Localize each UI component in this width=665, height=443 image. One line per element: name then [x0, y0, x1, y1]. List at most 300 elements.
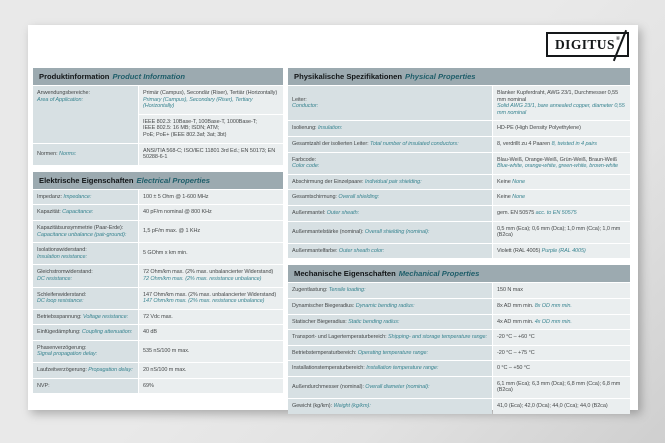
text-line — [497, 194, 626, 201]
text-english: Blue-white, orange-white, green-white, brown-white — [497, 163, 619, 170]
text-english: Capacitance unbalance (pair-ground): — [37, 231, 127, 238]
row-value — [139, 341, 283, 362]
text-english: DC resistance: — [37, 275, 72, 282]
text-line — [37, 209, 134, 216]
text-english: DC loop resistance: — [37, 298, 84, 305]
text-german: Kapazitätsunsymmetrie (Paar-Erde): — [37, 224, 124, 231]
text-line — [37, 383, 134, 390]
row-value — [493, 377, 630, 398]
row-label — [288, 121, 492, 136]
text-german: Dynamischer Biegeradius: — [292, 302, 356, 309]
row-label — [33, 341, 138, 362]
row-values — [139, 363, 283, 378]
text-line — [143, 148, 279, 161]
text-english: Area of Application: — [37, 96, 83, 103]
row-label — [288, 346, 492, 361]
text-line — [292, 179, 488, 186]
text-line — [497, 403, 626, 410]
row-values — [493, 244, 630, 259]
text-line — [292, 229, 488, 236]
row-values — [493, 399, 630, 414]
table-row — [288, 299, 630, 314]
table-title-en: Electrical Properties — [136, 175, 210, 185]
table-physical-properties — [288, 68, 630, 258]
row-value — [493, 153, 630, 174]
row-label — [288, 206, 492, 221]
row-label — [33, 144, 138, 165]
row-label — [288, 137, 492, 152]
text-line — [37, 314, 134, 321]
digitus-logo — [546, 32, 629, 57]
row-value — [493, 175, 630, 190]
text-line — [497, 157, 626, 164]
row-label — [33, 190, 138, 205]
text-english: None — [512, 194, 525, 201]
row-label — [33, 265, 138, 286]
text-line — [292, 248, 488, 255]
text-english: Outer sheath color: — [338, 247, 385, 254]
text-german: 0 °C – +50 °C — [497, 365, 530, 372]
row-values — [493, 175, 630, 190]
text-german: Farbcode: — [292, 156, 317, 163]
text-german: Keine — [497, 194, 513, 201]
row-value — [493, 315, 630, 330]
row-value — [139, 190, 283, 205]
text-line — [143, 329, 279, 336]
table-row — [288, 361, 630, 376]
text-english: 72 Ohm/km max. (2% max. resistance unbalance) — [143, 275, 262, 282]
table-title-en: Mechanical Properties — [398, 269, 480, 279]
text-line — [143, 119, 279, 126]
text-english: Overall diameter (nominal): — [365, 384, 430, 391]
table-title-de: Produktinformation — [39, 72, 110, 81]
table-body — [288, 86, 630, 258]
text-line — [497, 163, 626, 170]
text-german: Außenmantel: — [292, 209, 327, 216]
row-value — [139, 379, 283, 394]
text-german: Gewicht (kg/km): — [292, 403, 334, 410]
row-value — [493, 361, 630, 376]
text-line — [37, 329, 134, 336]
table-row — [33, 363, 283, 378]
row-label — [288, 299, 492, 314]
text-german: 20 nS/100 m max. — [143, 367, 187, 374]
registered-trademark: ® — [615, 36, 620, 42]
text-german: 4x AD mm min. — [497, 318, 535, 325]
text-english: Overall shielding (nominal): — [364, 228, 430, 235]
row-value — [139, 325, 283, 340]
table-row — [288, 244, 630, 259]
table-title-de: Elektrische Eigenschaften — [39, 175, 134, 185]
text-german: 69% — [143, 382, 154, 389]
table-row — [288, 86, 630, 120]
text-line — [37, 90, 134, 97]
text-german: Kapazität: — [37, 209, 63, 216]
text-english: Outer sheath: — [326, 209, 360, 216]
text-line — [497, 303, 626, 310]
text-line — [292, 365, 488, 372]
text-english: acc. to EN 50575 — [535, 209, 577, 216]
row-values — [139, 325, 283, 340]
row-values — [139, 341, 283, 362]
text-line — [292, 103, 488, 110]
text-english: Individual pair shielding: — [364, 178, 422, 185]
table-product-information — [33, 68, 283, 165]
text-english: 8x OD mm min. — [534, 302, 572, 309]
text-line — [37, 225, 134, 232]
text-line — [143, 90, 279, 97]
row-values — [493, 377, 630, 398]
text-german: Primär (Campus), Secondär (Riser), Tertiär (Horizontally) — [143, 90, 278, 96]
row-values — [493, 121, 630, 136]
text-line — [37, 298, 134, 305]
text-english: Primary (Campus), Secondary (Riser), Tertiary (Horizontally) — [143, 96, 253, 110]
text-line — [292, 210, 488, 217]
table-row — [288, 222, 630, 243]
text-german: NVP: — [37, 382, 50, 389]
row-value — [493, 299, 630, 314]
row-values — [493, 346, 630, 361]
row-values — [139, 288, 283, 309]
text-english: Signal propagation delay: — [37, 351, 98, 358]
text-german: Abschirmung der Einzelpaare: — [292, 178, 365, 185]
text-english: Insulation resistance: — [37, 253, 87, 260]
text-line — [143, 194, 279, 201]
text-english: Coupling attenuation: — [81, 329, 133, 336]
row-value — [139, 221, 283, 242]
text-german: Normen: — [37, 150, 59, 157]
text-german: gem. EN 50575 — [497, 209, 536, 216]
row-values — [493, 283, 630, 298]
datasheet-page — [28, 25, 638, 410]
text-line — [37, 232, 134, 239]
row-values — [139, 310, 283, 325]
row-value — [493, 137, 630, 152]
text-english: 147 Ohm/km max. (2% max. resistance unbalance) — [143, 298, 265, 305]
table-row — [288, 346, 630, 361]
text-german: Violett (RAL 4005) — [497, 247, 542, 254]
text-line — [37, 276, 134, 283]
row-value — [139, 205, 283, 220]
row-values — [493, 153, 630, 174]
text-english: Tensile loading: — [328, 287, 366, 294]
text-line — [143, 276, 279, 283]
text-german: Einfügedämpfung: — [37, 329, 82, 336]
row-values — [139, 243, 283, 264]
text-german: 150 N max — [497, 287, 523, 294]
text-line — [292, 350, 488, 357]
text-german: Leiter: — [292, 96, 307, 103]
row-value — [139, 363, 283, 378]
table-title-en: Product Information — [112, 72, 186, 81]
text-english: Operating temperature range: — [357, 349, 428, 356]
text-line — [37, 97, 134, 104]
text-line — [292, 157, 488, 164]
table-header — [33, 68, 283, 85]
digitus-wordmark: DIGITUS — [555, 36, 615, 52]
text-german: ANSI/TIA 568-C; ISO/IEC 11801 3rd Ed.; EN 50173; EN 50288-6-1 — [143, 147, 276, 161]
text-german: Betriebsspannung: — [37, 313, 83, 320]
text-german: Schleifenwiderstand: — [37, 291, 87, 298]
text-german: Impedanz: — [37, 193, 64, 200]
text-line — [143, 348, 279, 355]
row-label — [33, 379, 138, 394]
text-german: 40 dB — [143, 329, 157, 336]
table-row — [288, 153, 630, 174]
text-line — [143, 269, 279, 276]
row-values — [139, 379, 283, 394]
row-value — [139, 265, 283, 286]
text-line — [292, 334, 488, 341]
text-german: -20 °C – +60 °C — [497, 334, 535, 341]
text-line — [292, 125, 488, 132]
table-body — [33, 190, 283, 394]
table-row — [33, 288, 283, 309]
text-line — [497, 210, 626, 217]
row-values — [493, 330, 630, 345]
text-german: 1,5 pF/m max. @ 1 KHz — [143, 228, 201, 235]
text-line — [37, 367, 134, 374]
text-english: Shipping- and storage temperature range: — [388, 334, 487, 341]
table-mechanical-properties — [288, 265, 630, 413]
text-english: Capacitance: — [62, 209, 94, 216]
text-german: IEEE 802.5: 16 MB; ISDN; ATM; — [143, 125, 220, 132]
text-german: Außendurchmesser (nominal): — [292, 384, 366, 391]
row-values — [493, 299, 630, 314]
text-english: 4x OD mm min. — [534, 318, 572, 325]
table-row — [33, 205, 283, 220]
text-line — [143, 125, 279, 132]
text-line — [143, 97, 279, 110]
text-line — [143, 228, 279, 235]
text-line — [497, 334, 626, 341]
text-line — [497, 103, 626, 116]
row-value — [139, 310, 283, 325]
text-line — [143, 250, 279, 257]
text-line — [292, 303, 488, 310]
text-german: Installationstemperaturbereich: — [292, 365, 367, 372]
text-line — [37, 269, 134, 276]
text-line — [37, 247, 134, 254]
text-line — [497, 287, 626, 294]
text-german: IEEE 802.3: 10Base-T, 100Base-T, 1000Base-T; — [143, 118, 257, 125]
text-english: Static bending radius: — [348, 318, 400, 325]
table-electrical-properties — [33, 172, 283, 394]
table-row — [33, 325, 283, 340]
row-value — [493, 244, 630, 259]
table-row — [33, 144, 283, 165]
row-label — [33, 243, 138, 264]
row-label — [33, 221, 138, 242]
row-label — [33, 86, 138, 143]
text-line — [292, 194, 488, 201]
row-value — [139, 243, 283, 264]
text-line — [143, 298, 279, 305]
left-table-column — [33, 68, 283, 393]
table-row — [288, 330, 630, 345]
text-line — [497, 125, 626, 132]
text-german: Außenmantelstärke (nominal): — [292, 228, 365, 235]
row-label — [288, 153, 492, 174]
text-english: Propagation delay: — [88, 367, 133, 374]
row-label — [33, 310, 138, 325]
text-english: Impedance: — [63, 193, 92, 200]
row-label — [288, 86, 492, 120]
text-line — [292, 287, 488, 294]
row-values — [493, 206, 630, 221]
table-row — [33, 243, 283, 264]
text-german: Phasenverzögerung: — [37, 344, 87, 351]
text-line — [292, 319, 488, 326]
text-line — [143, 314, 279, 321]
row-label — [288, 315, 492, 330]
row-value — [493, 330, 630, 345]
text-line — [143, 132, 279, 139]
row-label — [288, 377, 492, 398]
table-row — [33, 341, 283, 362]
row-label — [288, 175, 492, 190]
text-german: 147 Ohm/km max. (2% max. unbalancierter Widerstand) — [143, 291, 277, 298]
row-values — [493, 137, 630, 152]
text-line — [143, 383, 279, 390]
text-german: 535 nS/100 m max. — [143, 348, 190, 355]
table-header — [288, 68, 630, 85]
right-table-column — [288, 68, 630, 414]
table-body — [288, 283, 630, 413]
text-english: Overall shielding: — [338, 194, 380, 201]
text-english: Solid AWG 23/1, bare annealed copper, diameter 0,55 mm nominal — [497, 103, 625, 116]
text-line — [497, 226, 626, 239]
text-german: Gleichstromwiderstand: — [37, 269, 93, 276]
text-german: Zugentlastung: — [292, 287, 329, 294]
table-row — [33, 265, 283, 286]
text-german: Laufzeitverzögerung: — [37, 367, 89, 374]
row-value — [139, 144, 283, 165]
table-row — [288, 190, 630, 205]
table-title-en: Physical Properties — [405, 72, 476, 81]
text-german: 100 ± 5 Ohm @ 1-600 MHz — [143, 193, 209, 200]
text-line — [497, 90, 626, 103]
row-values — [493, 86, 630, 120]
text-german: Außenmantelfarbe: — [292, 247, 339, 254]
text-line — [292, 384, 488, 391]
text-german: Gesamtzahl der isolierten Leiter: — [292, 140, 370, 147]
text-english: None — [512, 178, 525, 185]
row-value — [493, 190, 630, 205]
text-line — [497, 319, 626, 326]
text-german: Blau-Weiß, Orange-Weiß, Grün-Weiß, Braun-Weiß — [497, 156, 618, 163]
text-line — [37, 345, 134, 352]
table-row — [33, 221, 283, 242]
text-line — [292, 403, 488, 410]
table-row — [33, 86, 283, 143]
row-value — [493, 86, 630, 120]
text-german: 5 GOhm x km min. — [143, 250, 188, 257]
row-label — [288, 190, 492, 205]
text-german: Betriebstemperaturbereich: — [292, 349, 358, 356]
row-label — [33, 288, 138, 309]
text-english: Dynamic bending radius: — [355, 302, 415, 309]
text-english: 8, twisted in 4 pairs — [551, 140, 597, 147]
text-line — [497, 179, 626, 186]
row-values — [139, 205, 283, 220]
row-label — [288, 330, 492, 345]
text-line — [497, 365, 626, 372]
text-german: 72 Vdc max. — [143, 313, 173, 320]
text-line — [37, 254, 134, 261]
text-line — [497, 141, 626, 148]
text-english: Total number of insulated conductors: — [369, 140, 459, 147]
table-row — [288, 206, 630, 221]
row-values — [493, 190, 630, 205]
text-german: 8x AD mm min. — [497, 302, 535, 309]
text-german: Blanker Kupferdraht, AWG 23/1, Durchmesser 0,55 mm nominal — [497, 90, 619, 103]
text-line — [143, 367, 279, 374]
text-line — [497, 381, 626, 394]
text-english: Color code: — [292, 163, 320, 170]
row-label — [288, 361, 492, 376]
table-title-de: Physikalische Spezifikationen — [294, 72, 403, 81]
row-label — [288, 399, 492, 414]
row-values — [493, 361, 630, 376]
text-english: Voltage resistance: — [82, 313, 129, 320]
text-german: 0,5 mm (Eca); 0,6 mm (Dca); 1,0 mm (Cca); 1,0 mm (B2ca) — [497, 225, 621, 239]
row-values — [139, 221, 283, 242]
text-line — [37, 351, 134, 358]
table-row — [288, 175, 630, 190]
row-label — [288, 244, 492, 259]
row-value — [493, 346, 630, 361]
text-line — [497, 350, 626, 357]
text-line — [143, 292, 279, 299]
text-german: 8, verdrillt zu 4 Paaren — [497, 140, 552, 147]
table-header — [33, 172, 283, 189]
row-values — [493, 222, 630, 243]
text-line — [37, 292, 134, 299]
table-row — [288, 377, 630, 398]
table-title-de: Mechanische Eigenschaften — [294, 269, 396, 279]
row-value — [139, 86, 283, 114]
text-english: Purple (RAL 4005) — [541, 247, 586, 254]
text-german: Isolierung: — [292, 125, 318, 132]
text-english: Insulation: — [317, 125, 343, 132]
table-body — [33, 86, 283, 165]
row-value — [493, 222, 630, 243]
row-label — [33, 325, 138, 340]
row-value — [493, 399, 630, 414]
table-row — [33, 379, 283, 394]
table-row — [288, 121, 630, 136]
text-german: -20 °C – +75 °C — [497, 349, 535, 356]
table-row — [288, 399, 630, 414]
row-values — [139, 265, 283, 286]
table-row — [288, 137, 630, 152]
text-german: Statischer Biegeradius: — [292, 318, 349, 325]
text-german: Transport- und Lagertemperaturbereich: — [292, 334, 389, 341]
text-line — [37, 151, 134, 158]
text-german: 6,1 mm (Eca); 6,3 mm (Dca); 6,8 mm (Cca); 6,8 mm (B2ca) — [497, 380, 621, 394]
text-line — [37, 194, 134, 201]
text-english: Conductor: — [292, 103, 319, 110]
row-values — [139, 190, 283, 205]
row-value — [139, 115, 283, 143]
row-label — [33, 205, 138, 220]
text-line — [143, 209, 279, 216]
text-line — [292, 97, 488, 104]
text-german: Gesamtschirmung: — [292, 194, 339, 201]
text-german: Keine — [497, 178, 513, 185]
text-german: HD-PE (High Density Polyethylene) — [497, 125, 581, 132]
